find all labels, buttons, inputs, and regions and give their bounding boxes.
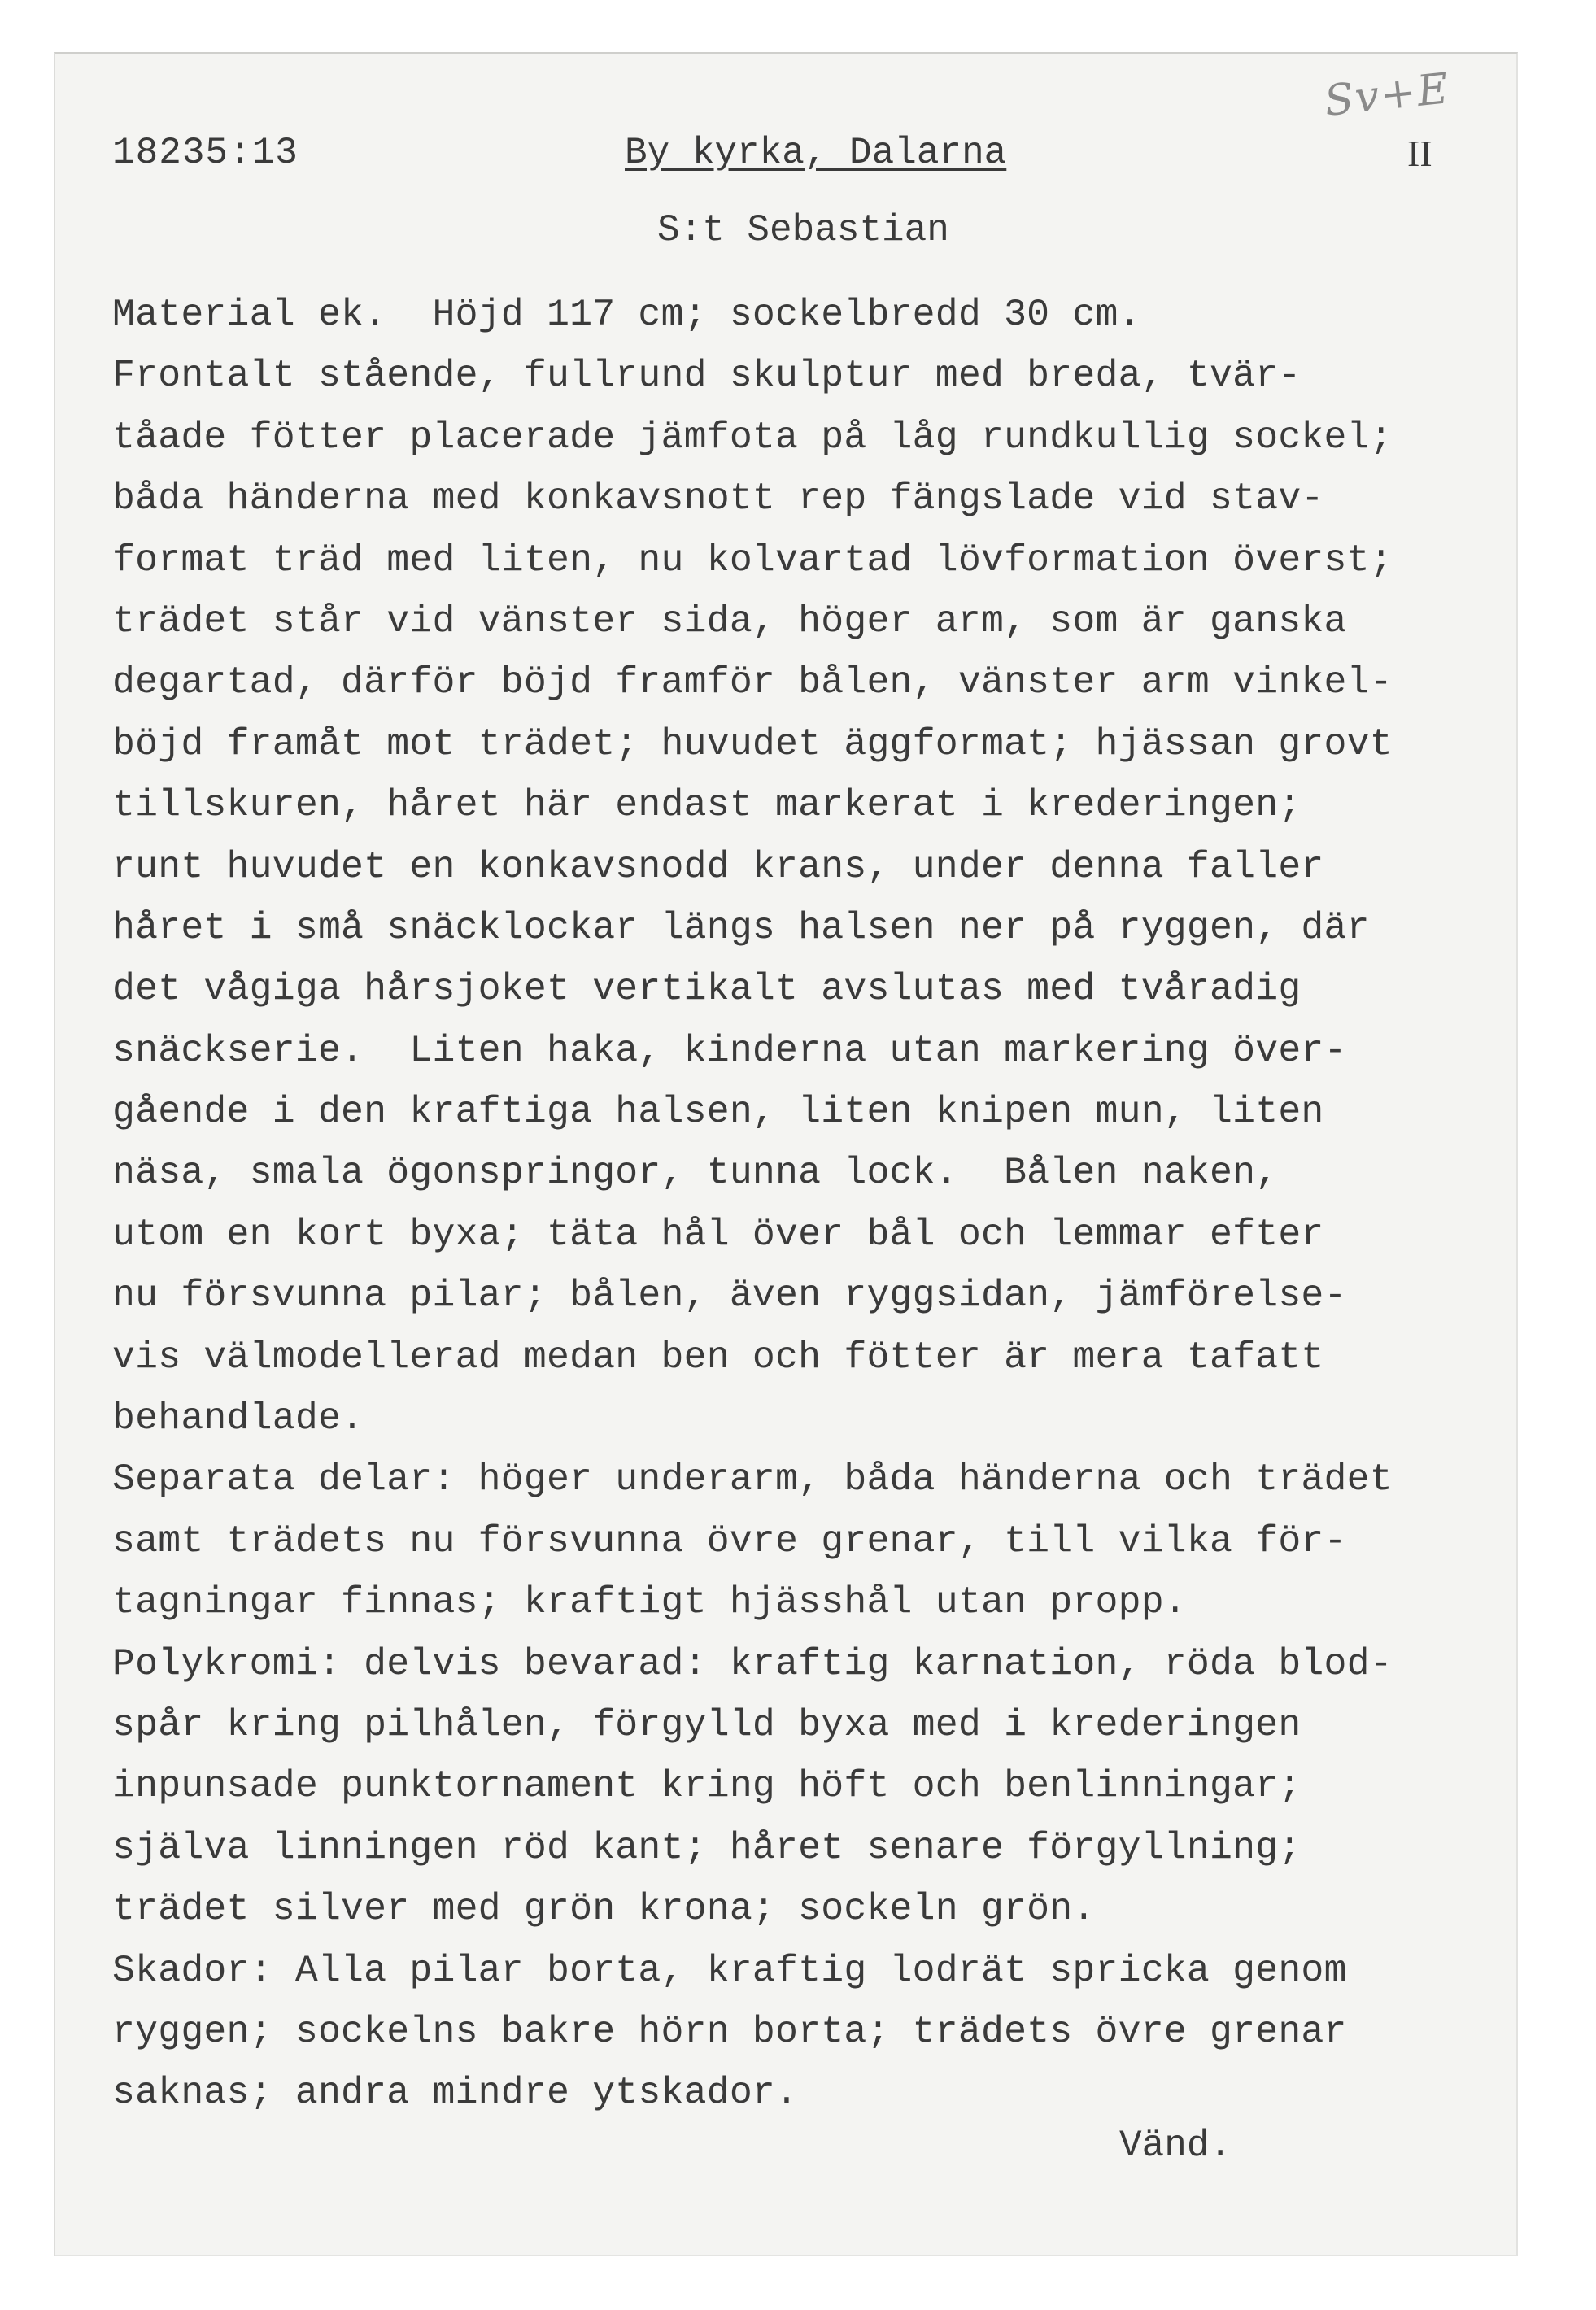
text-line: spår kring pilhålen, förgylld byxa med i krederingen <box>112 1702 1302 1746</box>
description-text <box>112 284 1511 2124</box>
text-line: behandlade. <box>112 1397 364 1440</box>
handwritten-note: Sv+E <box>1322 64 1453 126</box>
text-line: båda händerna med konkavsnott rep fängslade vid stav- <box>112 477 1324 521</box>
text-line: själva linningen röd kant; håret senare förgyllning; <box>112 1825 1302 1869</box>
turn-over-note: Vänd. <box>1119 2125 1232 2167</box>
text-line: Skador: Alla pilar borta, kraftig lodrät spricka genom <box>112 1948 1347 1992</box>
text-line: håret i små snäcklockar längs halsen ner på ryggen, där <box>112 905 1370 949</box>
text-line: tillskuren, håret här endast markerat i krederingen; <box>112 783 1302 827</box>
text-line: Material ek. Höjd 117 cm; sockelbredd 30 cm. <box>112 293 1141 336</box>
text-line: utom en kort byxa; täta hål över bål och lemmar efter <box>112 1212 1324 1256</box>
catalog-card <box>54 52 1518 2256</box>
text-line: format träd med liten, nu kolvartad lövformation överst; <box>112 538 1393 582</box>
text-line: tåade fötter placerade jämfota på låg rundkullig sockel; <box>112 415 1393 459</box>
text-line: Polykromi: delvis bevarad: kraftig karnation, röda blod- <box>112 1641 1393 1685</box>
text-line: ryggen; sockelns bakre hörn borta; trädets övre grenar <box>112 2009 1347 2053</box>
text-line: gående i den kraftiga halsen, liten knipen mun, liten <box>112 1090 1324 1134</box>
text-line: tagningar finnas; kraftigt hjässhål utan propp. <box>112 1580 1187 1624</box>
text-line: Frontalt stående, fullrund skulptur med breda, tvär- <box>112 354 1302 398</box>
text-line: samt trädets nu försvunna övre grenar, till vilka för- <box>112 1519 1347 1563</box>
text-line: vis välmodellerad medan ben och fötter är mera tafatt <box>112 1335 1324 1379</box>
text-line: böjd framåt mot trädet; huvudet äggformat; hjässan grovt <box>112 721 1393 765</box>
text-line: nu försvunna pilar; bålen, även ryggsidan, jämförelse- <box>112 1274 1347 1318</box>
text-line: Separata delar: höger underarm, båda händerna och trädet <box>112 1458 1393 1502</box>
text-line: inpunsade punktornament kring höft och benlinningar; <box>112 1764 1302 1808</box>
text-line: trädet står vid vänster sida, höger arm, som är ganska <box>112 599 1347 643</box>
text-line: saknas; andra mindre ytskador. <box>112 2071 799 2115</box>
sheet-number: II <box>1407 133 1432 174</box>
text-line: runt huvudet en konkavsnodd krans, under denna faller <box>112 844 1324 888</box>
text-line: trädet silver med grön krona; sockeln grön. <box>112 1887 1096 1931</box>
text-line: näsa, smala ögonspringor, tunna lock. Bålen naken, <box>112 1151 1279 1195</box>
location-title: By kyrka, Dalarna <box>625 132 1007 174</box>
catalog-number: 18235:13 <box>112 132 299 174</box>
text-line: snäckserie. Liten haka, kinderna utan markering över- <box>112 1028 1347 1072</box>
text-line: det vågiga hårsjoket vertikalt avslutas med tvåradig <box>112 967 1302 1011</box>
subject-title: S:t Sebastian <box>657 209 949 251</box>
text-line: degartad, därför böjd framför bålen, vänster arm vinkel- <box>112 660 1393 704</box>
